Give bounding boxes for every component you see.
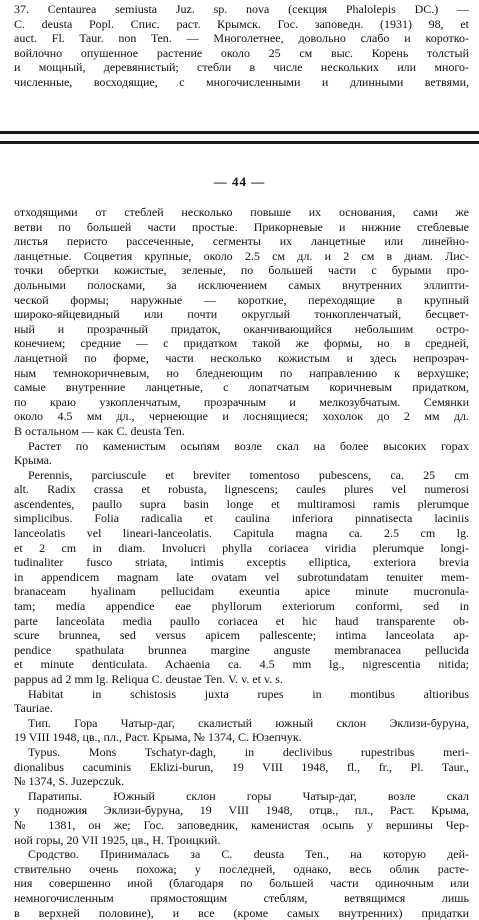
text-line: Сродство. Принималась за C. deusta Ten., на которую дей-: [14, 847, 469, 862]
text-line: и мощный, деревянистый; стебли в числе нескольких или много-: [14, 60, 469, 75]
text-line: dionalibus cacuminis Eklizi-burun, 19 VIII 1948, fl., fr., Pl. Taur.,: [14, 760, 469, 775]
text-line: ния совершенно иной (благодаря по большей части одиночным или: [14, 876, 469, 891]
text-line: parte lanceolata media paullo coriacea et hic haud transparente ob-: [14, 614, 469, 629]
text-line: pappus ad 2 mm lg. Reliqua C. deustae Ten. V. v. et v. s.: [14, 672, 469, 687]
text-line: самые внутренние ланцетные, с лопатчатым коричневым придатком,: [14, 380, 469, 395]
text-line: Tauriae.: [14, 701, 469, 716]
text-line: ческой формы; наружные — короткие, переходящие в крупный: [14, 293, 469, 308]
text-line: № 1381, он же; Гос. заповедник, каменистая осыпь у вершины Чер-: [14, 818, 469, 833]
text-line: alt. Radix crassa et robusta, lignescens; caules plures vel numerosi: [14, 482, 469, 497]
text-line: точки обертки кожистые, зеленые, по большей части с бурыми про-: [14, 263, 469, 278]
text-line: Растет по каменистым осыпям возле скал на более высоких горах: [14, 439, 469, 454]
previous-page-fragment: [14, 2, 469, 90]
text-line: branaceam hyalinam pellucidam exeuntia apice minute mucronula-: [14, 584, 469, 599]
text-line: по краю узкопленчатым, прозрачным и мелкозубчатым. Семянки: [14, 395, 469, 410]
text-line: численные, восходящие, с многочисленными и длинными ветвями,: [14, 75, 469, 90]
text-line: Тип. Гора Чатыр-даг, скалистый южный склон Эклизи-буруна,: [14, 716, 469, 731]
text-line: в верхней половине), и все (кроме самых внутренних) придатки: [14, 906, 469, 920]
text-line: отходящими от стеблей несколько повыше их основания, сами же: [14, 205, 469, 220]
text-line: ствительно очень похожа; у последней, однако, весь облик расте-: [14, 862, 469, 877]
text-line: войлочно опушенное растение около 25 см выс. Корень толстый: [14, 46, 469, 61]
text-line: № 1374, S. Juzepczuk.: [14, 774, 469, 789]
text-line: auct. Fl. Taur. non Ten. — Многолетнее, довольно слабо и коротко-: [14, 31, 469, 46]
text-line: et 2 cm in diam. Involucri phylla coriacea viridia plerumque longi-: [14, 541, 469, 556]
text-line: дольными полосками, за исключением самых внутренних эллипти-: [14, 278, 469, 293]
text-line: et minute denticulata. Achaenia ca. 4.5 mm lg., nigrescentia nitida;: [14, 657, 469, 672]
page-number: — 44 —: [0, 174, 479, 190]
text-line: ным темнокоричневым, но бледнеющим по направлению к верхушке;: [14, 366, 469, 381]
text-line: около 4.5 мм дл., чернеющие и лоснящиеся; хохолок до 2 мм дл.: [14, 409, 469, 424]
text-line: in appendicem magnam late ovatam vel subrotundatam tenuiter mem-: [14, 570, 469, 585]
text-line: Паратипы. Южный склон горы Чатыр-даг, возле скал: [14, 789, 469, 804]
page-separator-rule: [0, 141, 479, 144]
text-line: Typus. Mons Tschatyr-dagh, in declivibus rupestribus meri-: [14, 745, 469, 760]
text-line: ной горы, 20 VII 1925, цв., Н. Троицкий.: [14, 833, 469, 848]
text-line: ланцетные. Соцветия крупные, около 2.5 см дл. и 2 см в диам. Лис-: [14, 249, 469, 264]
text-line: pendice spathulata brunnea margine anguste membranacea pellucida: [14, 643, 469, 658]
text-line: 37. Centaurea semiusta Juz. sp. nova (секция Phalolepis DC.) —: [14, 2, 469, 17]
text-line: Perennis, parciuscule et breviter tomentoso pubescens, ca. 25 cm: [14, 468, 469, 483]
text-line: 19 VIII 1948, цв., пл., Раст. Крыма, № 1374, С. Юзепчук.: [14, 730, 469, 745]
text-line: scure brunnea, sed versus apicem pallescente; intima lanceolata ap-: [14, 628, 469, 643]
text-line: ascendentes, paullo supra basin longe et multiramosi ramis plerumque: [14, 497, 469, 512]
text-line: ный и прозрачный придаток, оканчивающийся небольшим остро-: [14, 322, 469, 337]
text-line: tudinaliter fusco striata, intimis exceptis elliptica, exteriora brevia: [14, 555, 469, 570]
page-body: [14, 205, 469, 920]
page-separator-rule: [0, 131, 479, 134]
text-line: simplicibus. Folia radicalia et caulina inferiora pinnatisecta laciniis: [14, 511, 469, 526]
text-line: lanceolatis vel lineari-lanceolatis. Capitula magna ca. 2.5 cm lg.: [14, 526, 469, 541]
text-line: немногочисленным прямостоящим стеблям, ветвящимся лишь: [14, 891, 469, 906]
text-line: ланцетной по форме, части несколько кожистым и здесь непрозрач-: [14, 351, 469, 366]
text-line: Habitat in schistosis juxta rupes in montibus altioribus: [14, 687, 469, 702]
text-line: конечием; средние — с придатком такой же формы, но в средней,: [14, 336, 469, 351]
text-line: листья перисто рассеченные, сегменты их ланцетные или линейно-: [14, 234, 469, 249]
text-line: C. deusta Popl. Спис. раст. Крымск. Гос. заповедн. (1931) 98, et: [14, 17, 469, 32]
text-line: широко-яйцевидный или почти округлый тонкопленчатый, бесцвет-: [14, 307, 469, 322]
text-line: ветви по большей части простые. Прикорневые и нижние стеблевые: [14, 220, 469, 235]
text-line: В остальном — как C. deusta Ten.: [14, 424, 469, 439]
text-line: у подножия Эклизи-буруна, 19 VIII 1948, отцв., пл., Раст. Крыма,: [14, 803, 469, 818]
text-line: tam; media appendice eae phyllorum exteriorum conformi, sed in: [14, 599, 469, 614]
text-line: Крыма.: [14, 453, 469, 468]
